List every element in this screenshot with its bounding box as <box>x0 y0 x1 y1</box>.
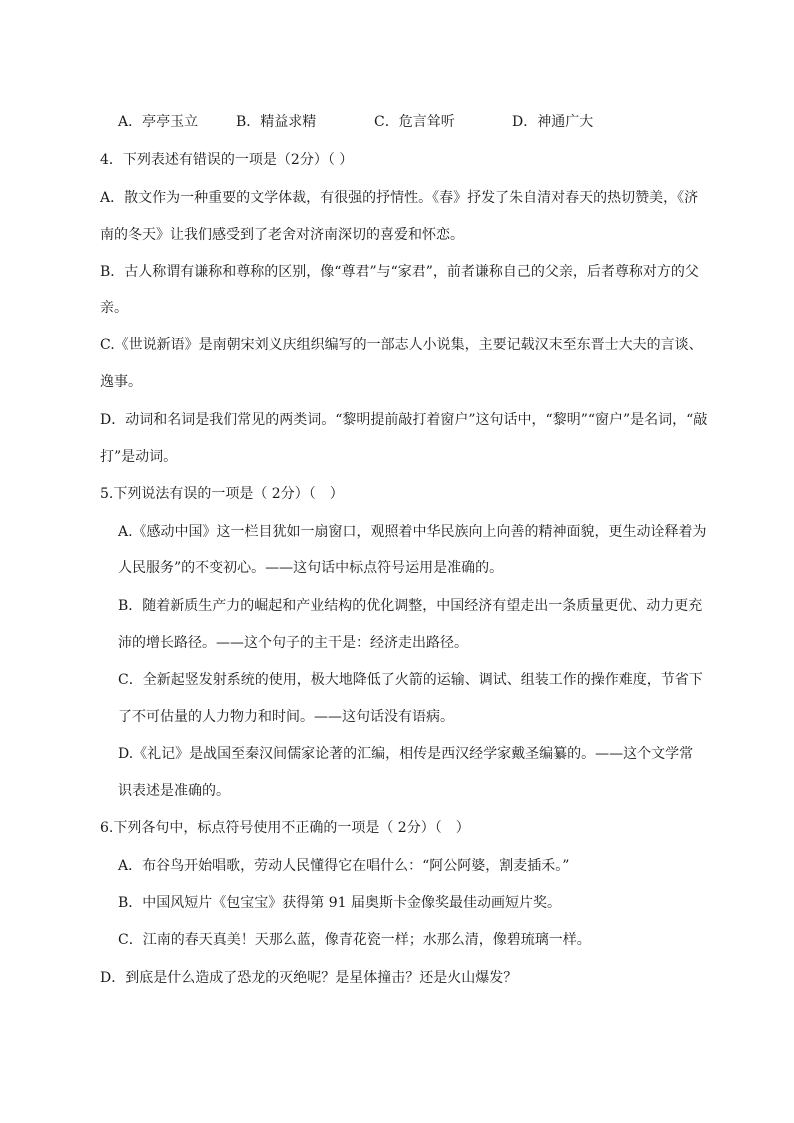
q5-line: 识表述是准确的。 <box>118 783 230 799</box>
q5-line: 人民服务”的不变初心。——这句话中标点符号运用是准确的。 <box>118 560 504 576</box>
q6-stem: 6.下列各句中，标点符号使用不正确的一项是（ 2分）（ ） <box>100 820 470 836</box>
q3-option-d: D．神通广大 <box>512 114 594 130</box>
q4-line: 逸事。 <box>100 374 142 390</box>
q4-line: C.《世说新语》是南朝宋刘义庆组织编写的一部志人小说集，主要记载汉末至东晋士大夫的言谈、 <box>100 337 703 353</box>
q3-option-b: B．精益求精 <box>236 114 317 130</box>
q4-line: 南的冬天》让我们感受到了老舍对济南深切的喜爱和怀恋。 <box>100 227 464 243</box>
q4-line: 亲。 <box>100 300 128 316</box>
q5-line: D.《礼记》是战国至秦汉间儒家论著的汇编，相传是西汉经学家戴圣编纂的。——这个文学常 <box>118 746 694 762</box>
q3-option-c: C．危言耸听 <box>374 114 455 130</box>
q4-line: 打”是动词。 <box>100 449 178 465</box>
q5-line: 了不可估量的人力物力和时间。——这句话没有语病。 <box>118 709 454 725</box>
q6-option-b: B．中国风短片《包宝宝》获得第 91 届奥斯卡金像奖最佳动画短片奖。 <box>118 895 562 911</box>
q5-stem: 5.下列说法有误的一项是（ 2分）（ ） <box>100 486 344 502</box>
q4-line: A．散文作为一种重要的文学体裁，有很强的抒情性。《春》抒发了朱自清对春天的热切赞美，《济 <box>100 190 699 206</box>
q4-stem: 4．下列表述有错误的一项是（2分）（ ） <box>100 152 354 168</box>
q3-option-a: A．亭亭玉立 <box>118 114 199 130</box>
q4-line: D．动词和名词是我们常见的两类词。“黎明提前敲打着窗户”这句话中，“黎明”“窗户”是名词，“敲 <box>100 412 708 428</box>
q6-option-d: D．到底是什么造成了恐龙的灭绝呢？是星体撞击？还是火山爆发？ <box>100 970 518 986</box>
q5-line: C．全新起竖发射系统的使用，极大地降低了火箭的运输、调试、组装工作的操作难度，节省下 <box>118 672 703 688</box>
q4-line: B．古人称谓有谦称和尊称的区别，像“尊君”与“家君”，前者谦称自己的父亲，后者尊称对方的父 <box>100 264 699 280</box>
q5-line: B．随着新质生产力的崛起和产业结构的优化调整，中国经济有望走出一条质量更优、动力更充 <box>118 598 703 614</box>
q6-option-a: A．布谷鸟开始唱歌，劳动人民懂得它在唱什么：“阿公阿婆，割麦插禾。” <box>118 858 570 874</box>
q5-line: A.《感动中国》这一栏目犹如一扇窗口，观照着中华民族向上向善的精神面貌，更生动诠释着为 <box>118 524 707 540</box>
q5-line: 沛的增长路径。——这个句子的主干是：经济走出路径。 <box>118 635 468 651</box>
q6-option-c: C．江南的春天真美！天那么蓝，像青花瓷一样；水那么清，像碧琉璃一样。 <box>118 932 591 948</box>
